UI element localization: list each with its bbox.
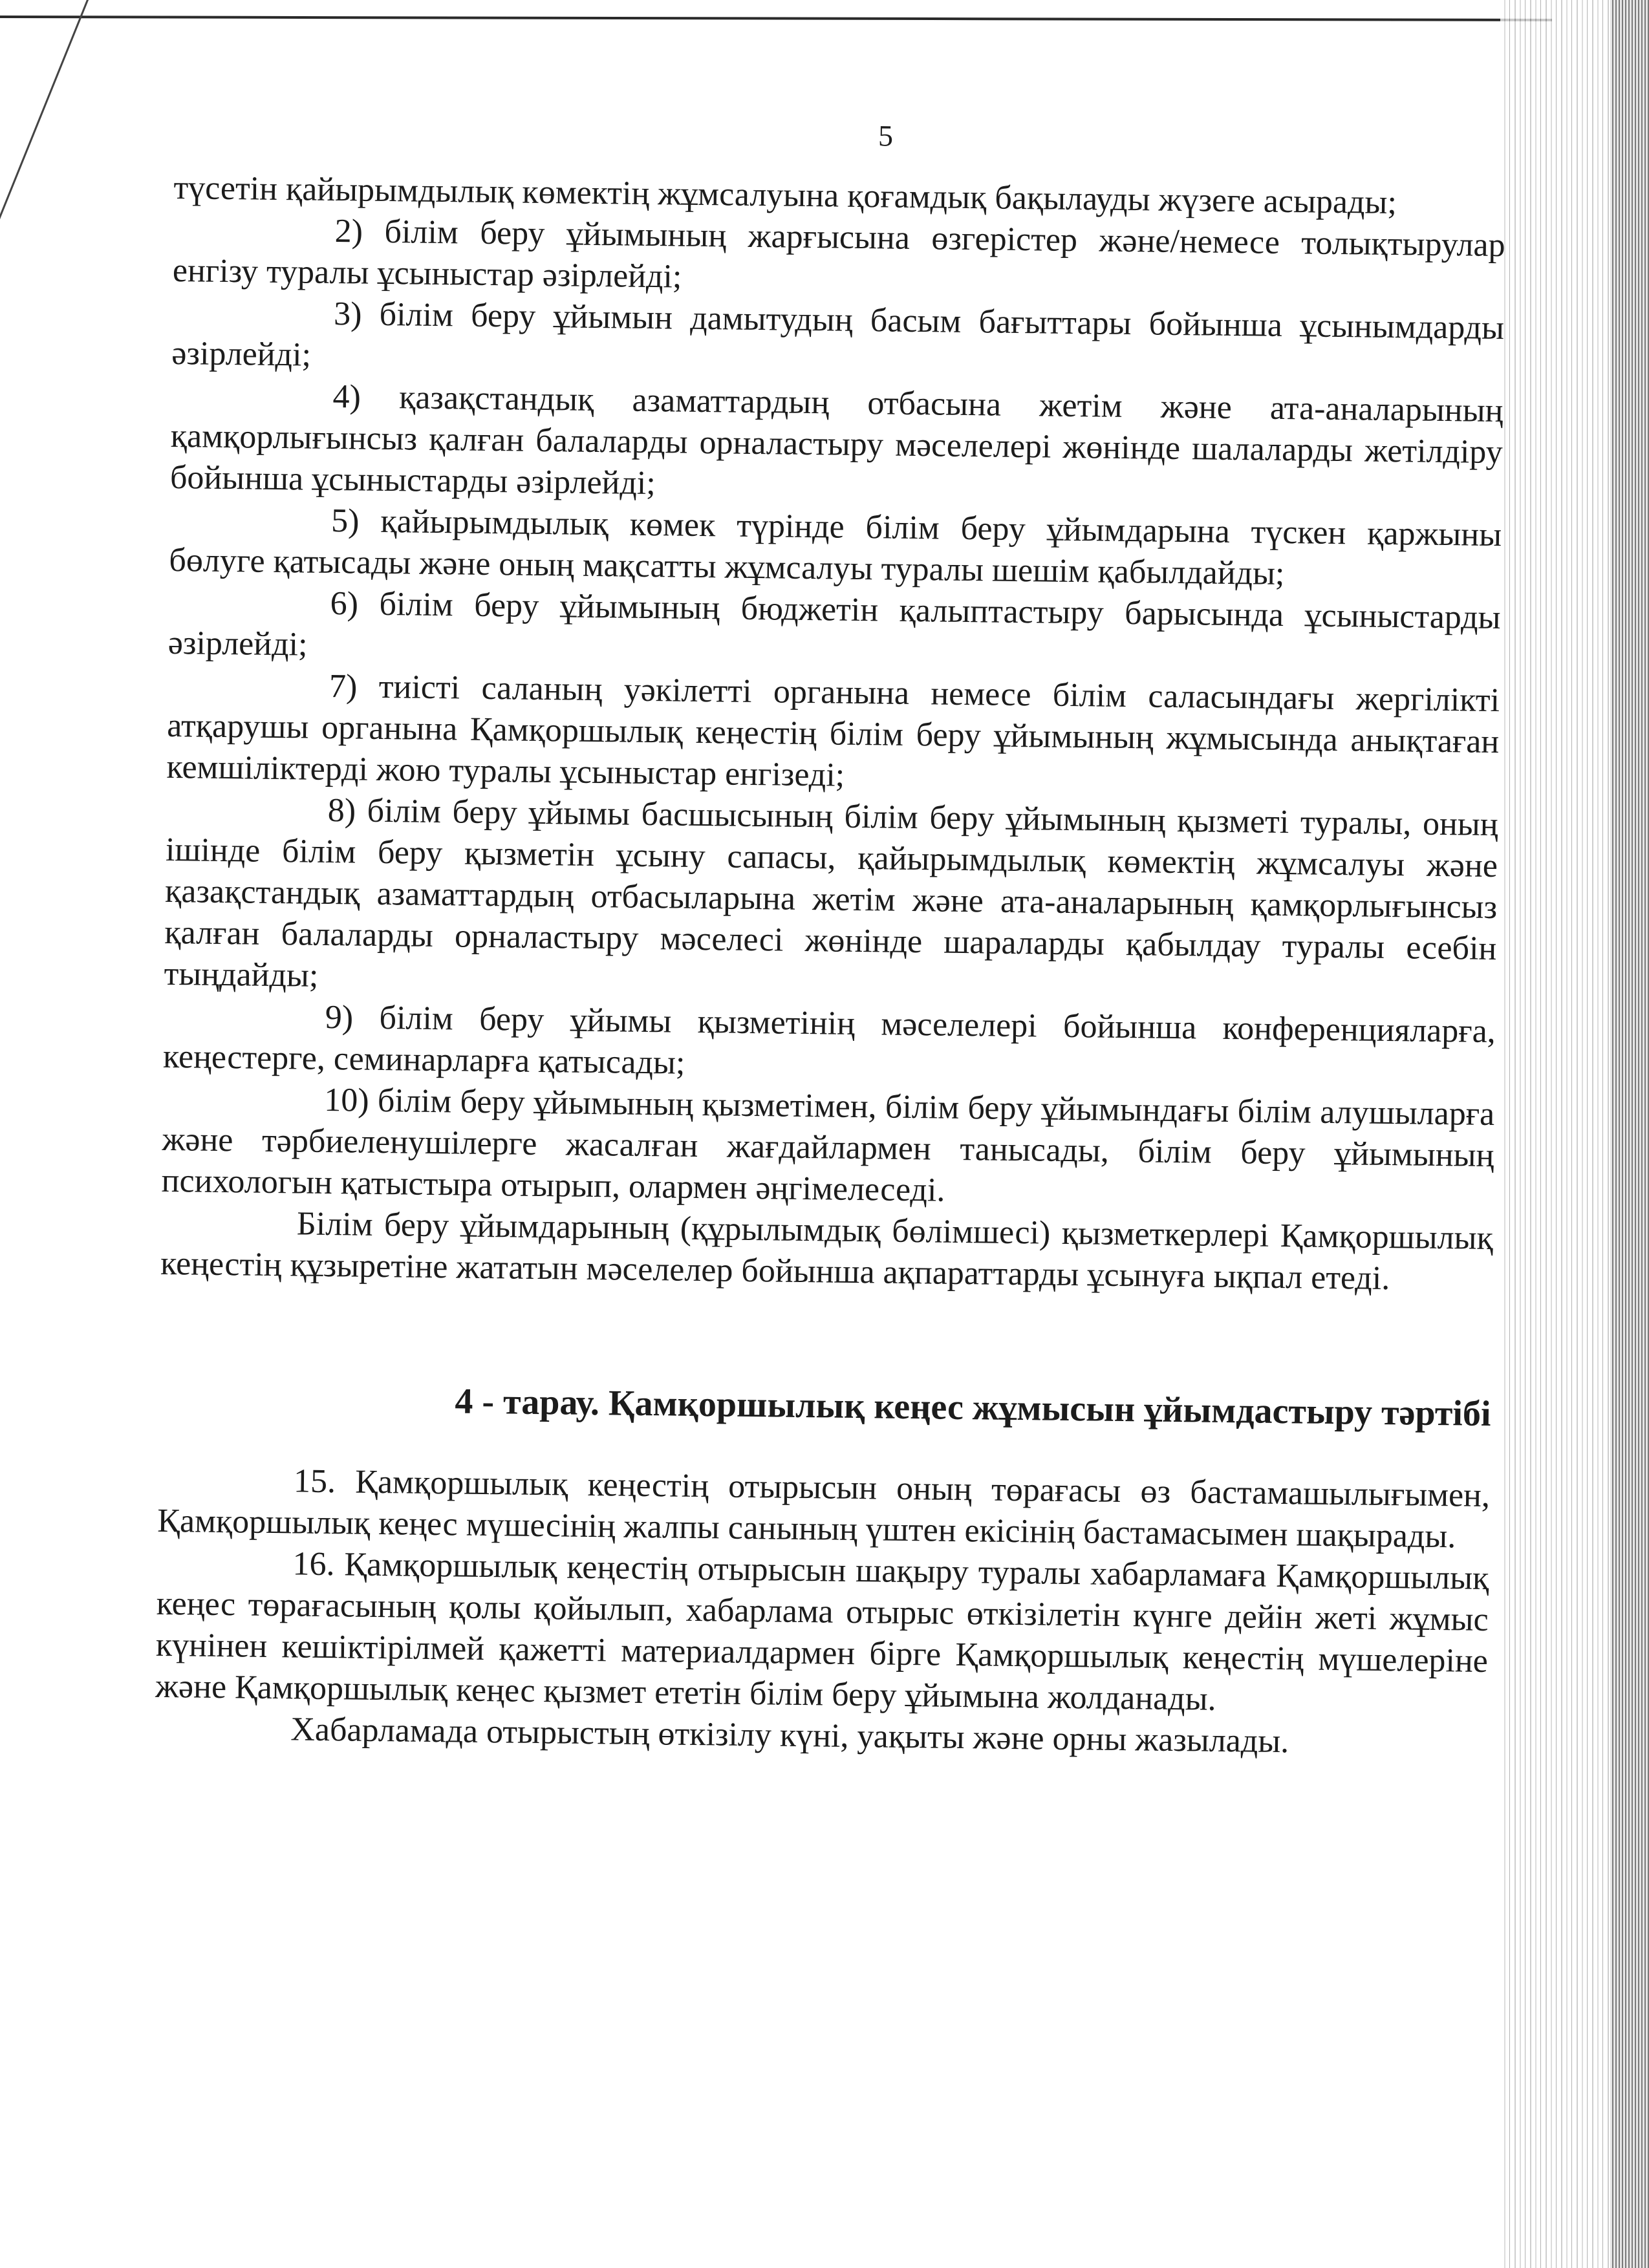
list-item-2: 2) білім беру ұйымының жарғысына өзгерістер және/немесе толықтырулар енгізу туралы ұсыныстар әзірлейді; [172,213,1505,295]
document-page [155,110,1507,1765]
section-heading: 4 - тарау. Қамқоршылық кеңес жұмысын ұйымдастыру тәртібі [455,1381,1491,1435]
list-item-7: 7) тиісті саланың уәкілетті органына немесе білім саласындағы жергілікті атқарушы органына Қамқоршылық кеңестің білім беру ұйымының жұмысында анықтаған кемшіліктерді жою туралы ұсыныстар енгізеді; [166,667,1500,794]
list-item-10: 10) білім беру ұйымының қызметімен, білім беру ұйымындағы білім алушыларға және тәрбиеленушілерге жасалған жағдайлармен танысады, білім беру ұйымының психологын қатыстыра отырып, олармен әңгімелеседі. [161,1081,1495,1209]
scan-edge-top [0,16,1552,21]
list-item-4: 4) қазақстандық азаматтардың отбасына жетім және ата-аналарының қамқорлығынсыз қалған балаларды орналастыру мәселелері жөнінде шалаларды жетілдіру бойынша ұсыныстарды әзірлейді; [169,378,1503,502]
list-item-8: 8) білім беру ұйымы басшысының білім беру ұйымының қызметі туралы, оның ішінде білім беру қызметін ұсыну сапасы, қайырымдылық көмектің жұмсалуы және қазақстандық азаматтардың отбасыларына жетім және ата-аналарының қамқорлығынсыз қалған балаларды орналастыру мәселесі жөнінде шараларды қабылдау туралы есебін тыңдайды; [164,791,1498,994]
paragraph-16: 16. Қамқоршылық кеңестің отырысын шақыру туралы хабарламаға Қамқоршылық кеңес төрағасының қолы қойылып, хабарлама отырыс өткізілетін күнге дейін жеті жұмыс күнінен кешіктірілмей қажетті материалдармен бірге Қамқоршылық кеңестің мүшелеріне және Қамқоршылық кеңес қызмет ететін білім беру ұйымына жолданады. [155,1545,1489,1718]
list-item-5: 5) қайырымдылық көмек түрінде білім беру ұйымдарына түскен қаржыны бөлуге қатысады және оның мақсатты жұмсалуы туралы шешім қабылдайды; [169,502,1502,593]
list-item-9: 9) білім беру ұйымы қызметінің мәселелері бойынша конференцияларға, кеңестерге, семинарларға қатысады; [162,998,1496,1082]
document-body [155,167,1506,1765]
binding-shadow [1610,0,1649,2268]
scan-edge-left [0,0,99,347]
list-item-3: 3) білім беру ұйымын дамытудың басым бағыттары бойынша ұсынымдарды әзірлейді; [171,295,1505,374]
list-item-6: 6) білім беру ұйымының бюджетін қалыптастыру барысында ұсыныстарды әзірлейді; [167,584,1501,663]
page-number: 5 [878,119,894,153]
notice-paragraph: Хабарламада отырыстың өткізілу күні, уақыты және орны жазылады. [290,1711,1289,1760]
closing-paragraph: Білім беру ұйымдарының (құрылымдық бөлімшесі) қызметкерлері Қамқоршылық кеңестің құзыретіне жататын мәселелер бойынша ақпараттарды ұсынуға ықпал етеді. [160,1205,1494,1298]
paragraph-15: 15. Қамқоршылық кеңестің отырысын оның төрағасы өз бастамашылығымен, Қамқоршылық кеңес мүшесінің жалпы санының үштен екісінің бастамасымен шақырады. [156,1462,1491,1556]
intro-continuation: түсетін қайырымдылық көмектің жұмсалуына қоғамдық бақылауды жүзеге асырады; [173,169,1397,222]
